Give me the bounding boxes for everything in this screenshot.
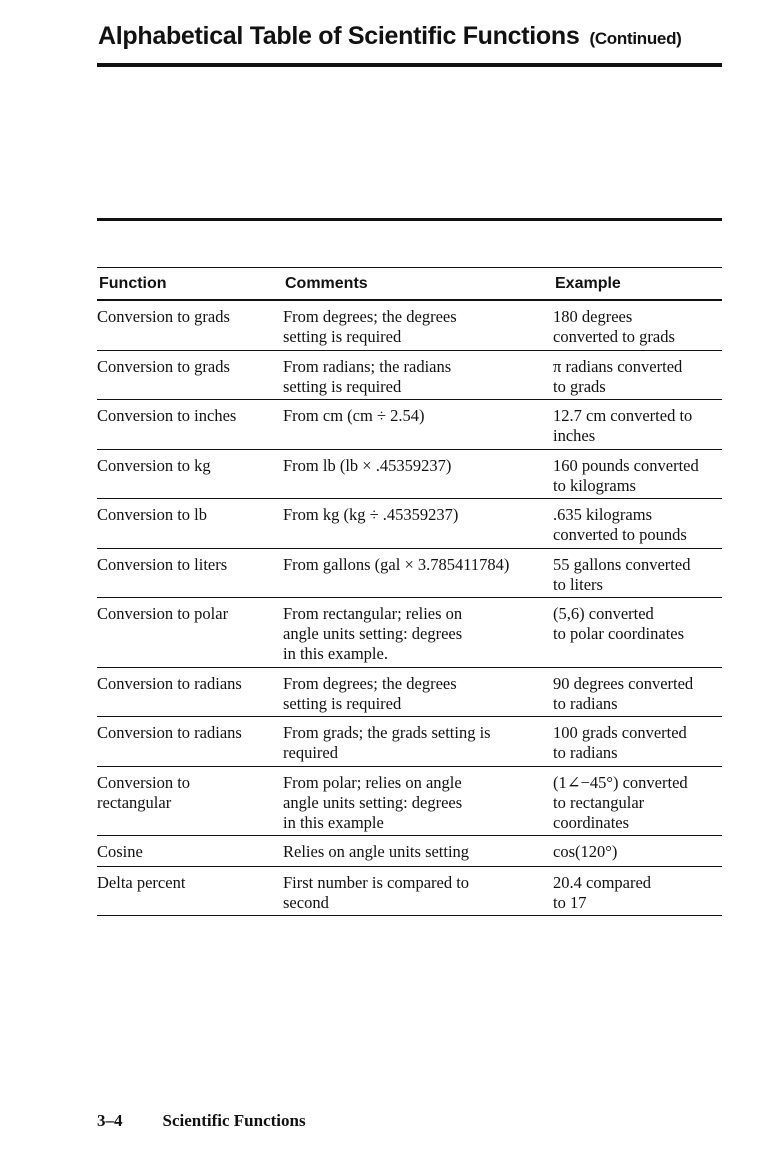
example-cell: 100 grads converted to radians [553, 723, 687, 762]
table-row [97, 767, 722, 837]
title-rule [97, 63, 722, 67]
section-divider [97, 218, 722, 221]
function-cell: Conversion to liters [97, 554, 228, 574]
table-row [97, 450, 722, 500]
comments-cell: First number is compared to second [283, 872, 470, 912]
section-name: Scientific Functions [162, 1111, 306, 1130]
function-cell: Cosine [97, 842, 143, 861]
function-cell: Conversion to rectangular [97, 772, 191, 812]
header-function: Function [99, 275, 167, 292]
table-row [97, 598, 722, 668]
function-cell: Conversion to radians [97, 723, 242, 742]
table-row [97, 867, 722, 917]
header-example: Example [555, 275, 621, 292]
table-row [97, 301, 722, 351]
example-cell: 90 degrees converted to radians [553, 673, 694, 713]
table-row [97, 400, 722, 450]
function-cell: Conversion to kg [97, 455, 211, 475]
comments-cell: From radians; the radians setting is required [283, 356, 452, 396]
function-cell: Delta percent [97, 872, 186, 892]
comments-cell: From polar; relies on angle angle units setting: degrees in this example [283, 772, 463, 832]
title-text: Alphabetical Table of Scientific Functions [98, 22, 580, 50]
example-cell: π radians converted to grads [553, 356, 683, 396]
function-cell: Conversion to lb [97, 505, 207, 524]
title-continued: (Continued) [589, 29, 682, 48]
comments-cell: From degrees; the degrees setting is required [283, 673, 457, 713]
function-cell: Conversion to radians [97, 673, 242, 693]
page-number: 3–4 [97, 1111, 123, 1130]
table-row [97, 668, 722, 718]
comments-cell: From rectangular; relies on angle units setting: degrees in this example. [283, 604, 463, 663]
example-cell: 12.7 cm converted to inches [553, 406, 693, 445]
page-footer [97, 1111, 306, 1131]
table-header [97, 267, 722, 301]
function-cell: Conversion to inches [97, 406, 237, 425]
header-comments: Comments [285, 275, 368, 292]
table-row [97, 836, 722, 867]
page-title [98, 22, 682, 51]
table-row [97, 499, 722, 549]
example-cell: 160 pounds converted to kilograms [553, 455, 699, 495]
table-row [97, 351, 722, 401]
function-cell: Conversion to grads [97, 307, 230, 326]
example-cell: (1∠−45°) converted to rectangular coordinates [553, 772, 688, 832]
example-cell: (5,6) converted to polar coordinates [553, 604, 685, 643]
table-row [97, 549, 722, 599]
functions-table [97, 267, 722, 916]
comments-cell: From degrees; the degrees setting is required [283, 307, 457, 346]
comments-cell: From grads; the grads setting is required [283, 723, 491, 762]
comments-cell: From kg (kg ÷ .45359237) [283, 505, 459, 524]
example-cell: .635 kilograms converted to pounds [553, 505, 687, 544]
comments-cell: Relies on angle units setting [283, 842, 470, 861]
example-cell: cos(120°) [553, 842, 618, 861]
function-cell: Conversion to grads [97, 356, 230, 376]
comments-cell: From gallons (gal × 3.785411784) [283, 554, 510, 574]
example-cell: 20.4 compared to 17 [553, 872, 652, 912]
example-cell: 55 gallons converted to liters [553, 554, 691, 594]
table-row [97, 717, 722, 767]
comments-cell: From lb (lb × .45359237) [283, 455, 452, 475]
comments-cell: From cm (cm ÷ 2.54) [283, 406, 425, 425]
function-cell: Conversion to polar [97, 604, 229, 623]
example-cell: 180 degrees converted to grads [553, 307, 675, 346]
